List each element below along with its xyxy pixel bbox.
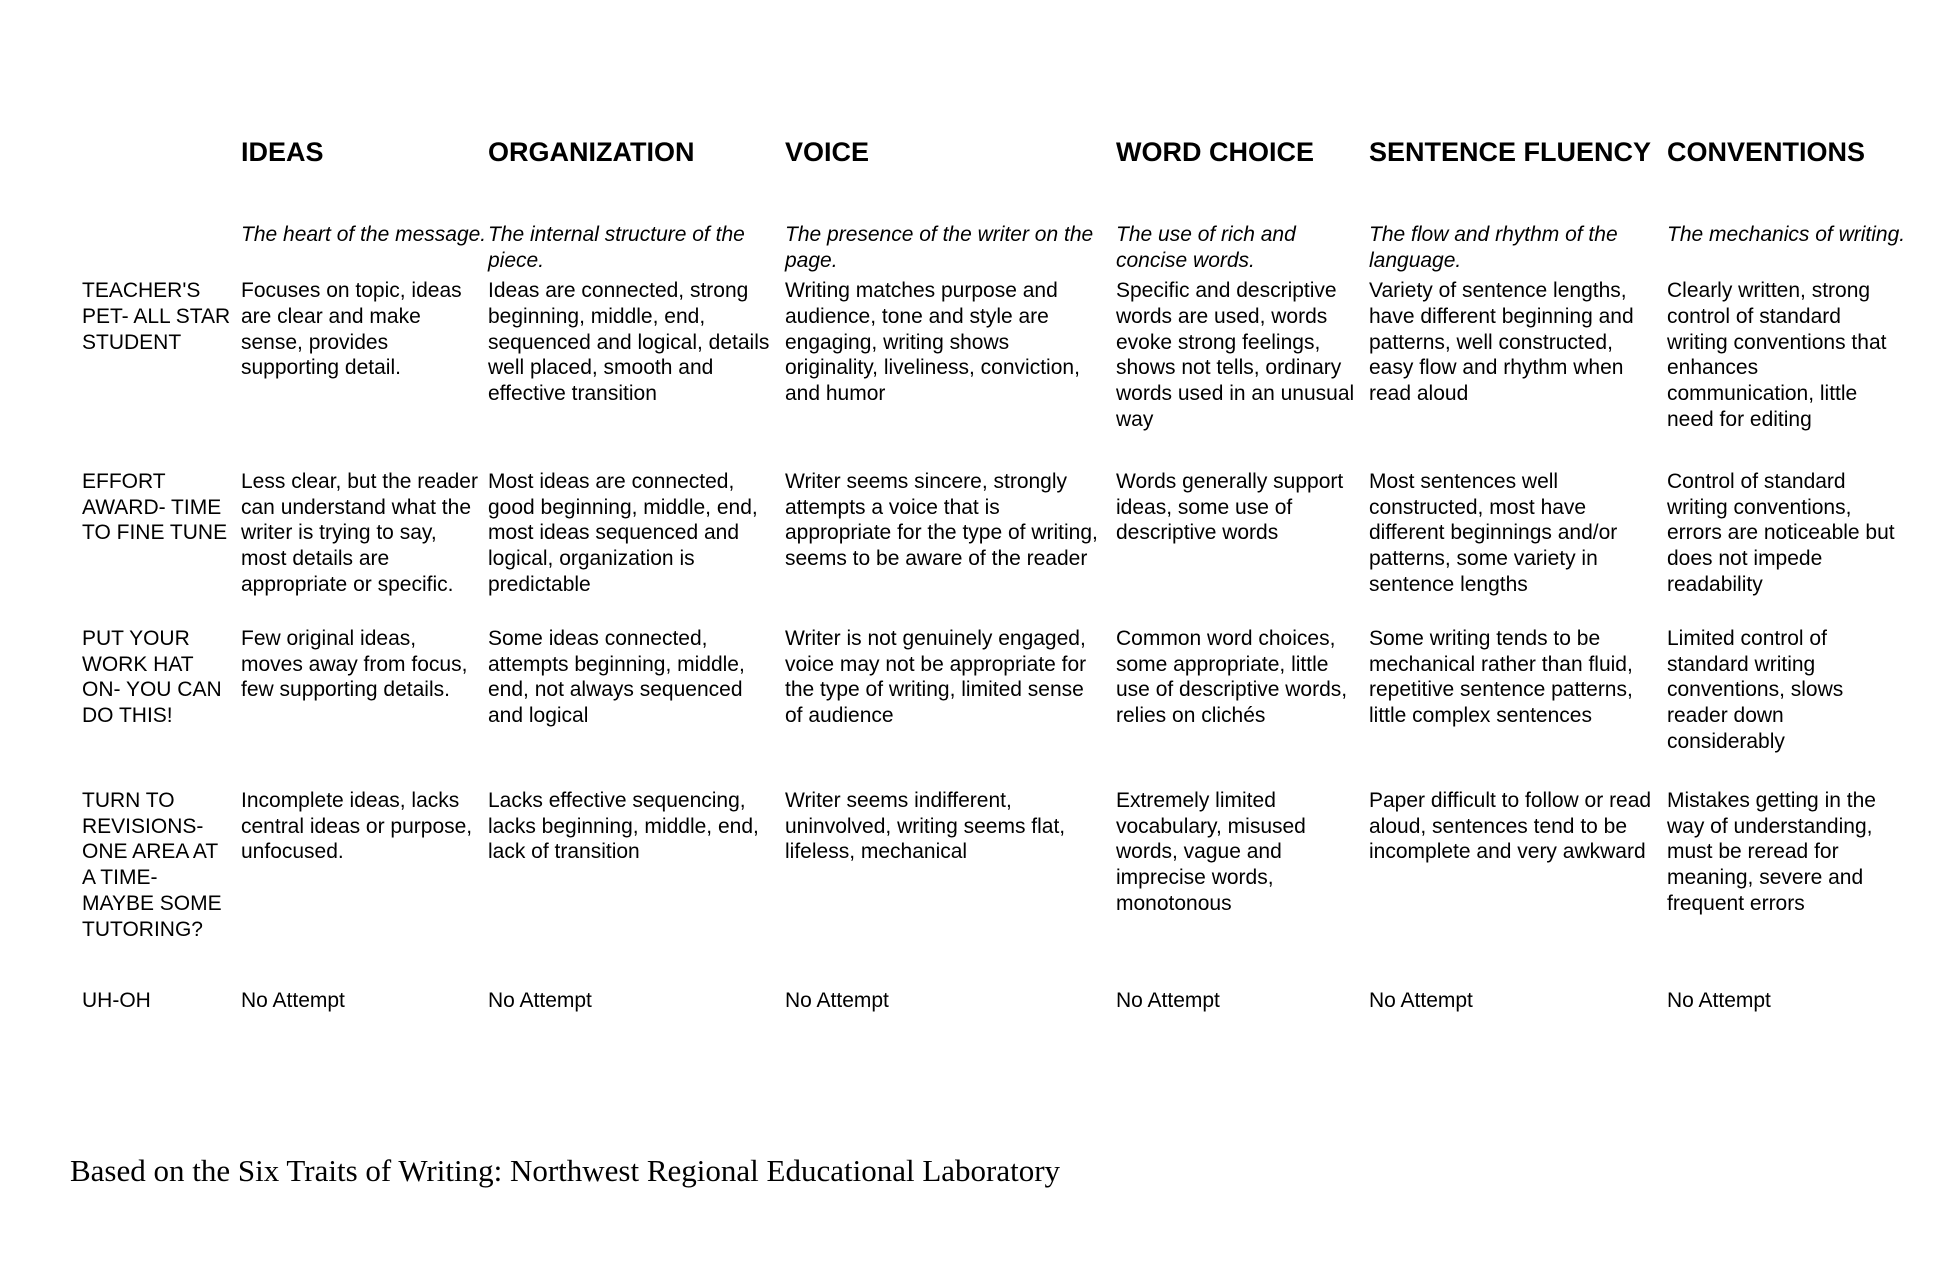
rubric-cell: Some writing tends to be mechanical rather than fluid, repetitive sentence patterns, little complex sentences bbox=[1369, 626, 1633, 728]
rubric-cell: Words generally support ideas, some use of descriptive words bbox=[1116, 469, 1344, 545]
rubric-cell: Extremely limited vocabulary, misused words, vague and imprecise words, monotonous bbox=[1116, 788, 1306, 915]
writing-rubric-table bbox=[82, 136, 1912, 1013]
level-label: TURN TO REVISIONS- ONE AREA AT A TIME- MAYBE SOME TUTORING? bbox=[82, 788, 222, 941]
rubric-cell: Specific and descriptive words are used, words evoke strong feelings, shows not tells, ordinary words used in an unusual way bbox=[1116, 279, 1355, 431]
rubric-cell: No Attempt bbox=[785, 988, 889, 1012]
trait-header-conventions: CONVENTIONS bbox=[1667, 137, 1866, 167]
level-row bbox=[82, 626, 1912, 788]
rubric-cell: No Attempt bbox=[488, 988, 592, 1012]
level-row bbox=[82, 469, 1912, 626]
source-credit: Based on the Six Traits of Writing: Northwest Regional Educational Laboratory bbox=[70, 1153, 1061, 1188]
rubric-cell: No Attempt bbox=[241, 988, 345, 1012]
trait-header-ideas: IDEAS bbox=[241, 137, 324, 167]
rubric-cell: Writer seems indifferent, uninvolved, writing seems flat, lifeless, mechanical bbox=[785, 788, 1066, 864]
rubric-cell: Variety of sentence lengths, have different beginning and patterns, well constructed, easy flow and rhythm when read aloud bbox=[1369, 279, 1634, 406]
rubric-cell: No Attempt bbox=[1116, 988, 1220, 1012]
trait-definition-organization: The internal structure of the piece. bbox=[488, 223, 745, 272]
rubric-cell: No Attempt bbox=[1667, 988, 1771, 1012]
trait-definition-word-choice: The use of rich and concise words. bbox=[1116, 223, 1296, 272]
trait-header-word-choice: WORD CHOICE bbox=[1116, 137, 1314, 167]
level-row bbox=[82, 788, 1912, 988]
rubric-cell: Less clear, but the reader can understand what the writer is trying to say, most details are appropriate or specific. bbox=[241, 469, 478, 596]
trait-definition-row bbox=[82, 222, 1912, 278]
rubric-cell: Ideas are connected, strong beginning, middle, end, sequenced and logical, details well placed, smooth and effective transition bbox=[488, 279, 770, 406]
rubric-cell: Mistakes getting in the way of understanding, must be reread for meaning, severe and frequent errors bbox=[1667, 788, 1876, 915]
rubric-cell: Most sentences well constructed, most have different beginnings and/or patterns, some variety in sentence lengths bbox=[1369, 469, 1618, 596]
rubric-cell: Writing matches purpose and audience, tone and style are engaging, writing shows originality, liveliness, conviction, and humor bbox=[785, 279, 1080, 406]
trait-definition-sentence-fluency: The flow and rhythm of the language. bbox=[1369, 223, 1618, 272]
rubric-cell: No Attempt bbox=[1369, 988, 1473, 1012]
corner-cell bbox=[82, 136, 241, 222]
level-label: PUT YOUR WORK HAT ON- YOU CAN DO THIS! bbox=[82, 626, 222, 728]
rubric-cell: Limited control of standard writing conventions, slows reader down considerably bbox=[1667, 626, 1844, 753]
rubric-cell: Common word choices, some appropriate, little use of descriptive words, relies on clichés bbox=[1116, 626, 1348, 728]
trait-definition-ideas: The heart of the message. bbox=[241, 223, 487, 246]
rubric-cell: Writer is not genuinely engaged, voice may not be appropriate for the type of writing, limited sense of audience bbox=[785, 626, 1087, 728]
trait-header-organization: ORGANIZATION bbox=[488, 137, 695, 167]
trait-header-sentence-fluency: SENTENCE FLUENCY bbox=[1369, 137, 1652, 167]
definition-corner-cell bbox=[82, 222, 241, 278]
level-row bbox=[82, 988, 1912, 1014]
rubric-cell: Some ideas connected, attempts beginning, middle, end, not always sequenced and logical bbox=[488, 626, 745, 728]
trait-definition-conventions: The mechanics of writing. bbox=[1667, 223, 1906, 246]
rubric-cell: Most ideas are connected, good beginning, middle, end, most ideas sequenced and logical, organization is predictable bbox=[488, 469, 758, 596]
rubric-cell: Lacks effective sequencing, lacks beginning, middle, end, lack of transition bbox=[488, 788, 759, 864]
rubric-cell: Incomplete ideas, lacks central ideas or purpose, unfocused. bbox=[241, 788, 473, 864]
rubric-cell: Focuses on topic, ideas are clear and make sense, provides supporting detail. bbox=[241, 279, 462, 380]
level-row bbox=[82, 278, 1912, 469]
level-label: UH-OH bbox=[82, 988, 151, 1012]
rubric-cell: Paper difficult to follow or read aloud, sentences tend to be incomplete and very awkward bbox=[1369, 788, 1652, 864]
trait-header-row bbox=[82, 136, 1912, 222]
rubric-cell: Writer seems sincere, strongly attempts a voice that is appropriate for the type of writing, seems to be aware of the reader bbox=[785, 469, 1098, 571]
trait-header-voice: VOICE bbox=[785, 137, 870, 167]
rubric-cell: Clearly written, strong control of standard writing conventions that enhances communication, little need for editing bbox=[1667, 279, 1887, 431]
rubric-cell: Few original ideas, moves away from focus, few supporting details. bbox=[241, 626, 468, 702]
level-label: TEACHER'S PET- ALL STAR STUDENT bbox=[82, 279, 231, 354]
trait-definition-voice: The presence of the writer on the page. bbox=[785, 223, 1094, 272]
rubric-cell: Control of standard writing conventions, errors are noticeable but does not impede readability bbox=[1667, 469, 1895, 596]
level-label: EFFORT AWARD- TIME TO FINE TUNE bbox=[82, 469, 228, 545]
